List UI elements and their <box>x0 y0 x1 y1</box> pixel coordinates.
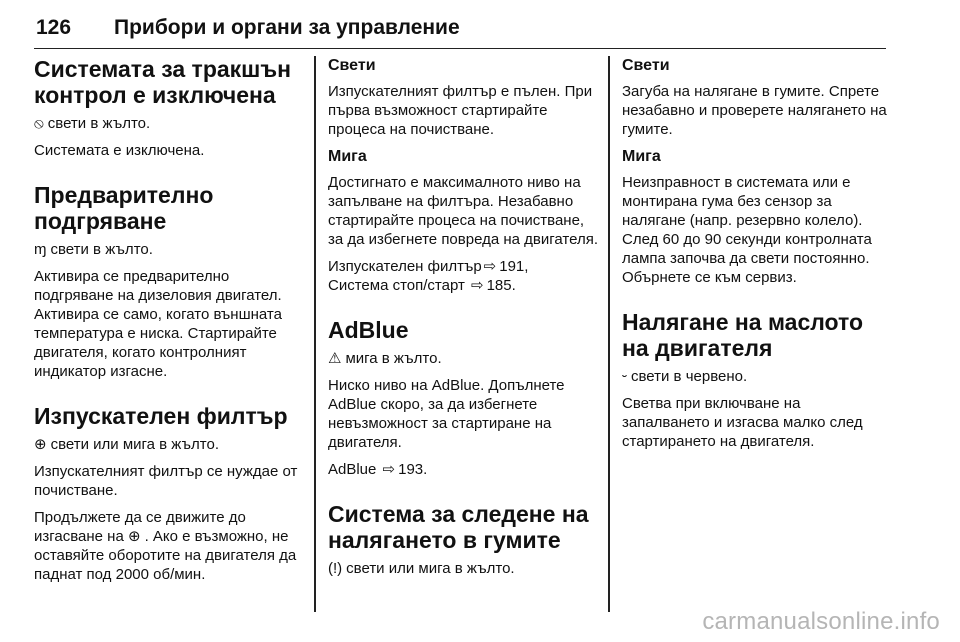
indicator-text: мига в жълто. <box>345 350 442 367</box>
paragraph: Ниско ниво на AdBlue. Допълнете AdBlue скоро, за да избегнете невъзможност за стартиране на двигателя. <box>328 377 565 451</box>
column-divider <box>314 56 316 612</box>
subheading-blinks: Мига <box>622 148 661 165</box>
page-link[interactable]: 191, <box>499 258 529 275</box>
section-title-exhaust-filter: Изпускателен филтър <box>34 403 288 429</box>
adblue-icon: ⚠ <box>328 350 342 367</box>
cross-reference: AdBlue ⇨ 193. <box>328 461 428 478</box>
indicator-line <box>34 114 304 133</box>
watermark: carmanualsonline.info <box>702 608 940 635</box>
page-reference-icon: ⇨ <box>471 277 484 294</box>
page-reference-icon: ⇨ <box>382 461 396 478</box>
section-title-tire-pressure: Система за следене на налягането в гумите <box>328 501 589 553</box>
indicator-line <box>328 559 598 578</box>
exhaust-filter-icon: ⊕ <box>34 436 47 453</box>
paragraph: Системата е изключена. <box>34 142 205 159</box>
indicator-text: свети в жълто. <box>50 241 153 258</box>
running-title: Прибори и органи за управление <box>114 16 460 39</box>
section-title-oil-pressure: Налягане на маслото на двигателя <box>622 309 864 361</box>
page-header <box>34 14 886 49</box>
page-link[interactable]: 185. <box>486 277 516 294</box>
indicator-line <box>34 240 304 259</box>
glow-plug-icon: ɱ <box>34 241 47 258</box>
paragraph: Продължете да се движите до изгасване на ⊕ . Ако е възможно, не оставяйте оборотите на двигателя да паднат под 2000 об/мин. <box>34 509 297 583</box>
column-1 <box>34 56 304 612</box>
paragraph: Загуба на налягане в гумите. Спрете незабавно и проверете налягането на гумите. <box>622 83 887 138</box>
indicator-text: свети или мига в жълто. <box>50 436 219 453</box>
cross-reference: Изпускателен филтър ⇨ 191, Система стоп/старт ⇨ 185. <box>328 258 529 294</box>
page-reference-icon: ⇨ <box>483 258 497 275</box>
tire-pressure-icon: (!) <box>328 560 343 577</box>
indicator-text: свети или мига в жълто. <box>346 560 515 577</box>
subheading-lights: Свети <box>622 57 670 74</box>
paragraph: Изпускателният филтър се нуждае от почистване. <box>34 463 298 499</box>
column-3 <box>622 56 892 612</box>
indicator-text: свети в жълто. <box>47 115 151 132</box>
section-title-preheating: Предварително подгряване <box>34 182 214 234</box>
oil-can-icon: ⏑ <box>622 368 627 385</box>
paragraph: Неизправност в системата или е монтирана гума без сензор за налягане (напр. резервно колело). След 60 до 90 секунди контролната лампа започва да свети постоянно. Обърнете се към сервиз. <box>622 174 872 286</box>
paragraph: Достигнато е максималното ниво на запълване на филтъра. Незабавно стартирайте процеса на почистване, за да избегнете повреда на двигателя. <box>328 174 598 248</box>
paragraph: Светва при включване на запалването и изгасва малко след стартирането на двигателя. <box>622 395 863 450</box>
page-link[interactable]: 193. <box>398 461 428 478</box>
paragraph: Изпускателният филтър е пълен. При първа възможност стартирайте процеса на почистване. <box>328 83 593 138</box>
subheading-blinks: Мига <box>328 148 367 165</box>
subheading-lights: Свети <box>328 57 376 74</box>
indicator-text: свети в червено. <box>631 368 748 385</box>
traction-off-icon: ⦸ <box>34 115 44 132</box>
section-title-traction-control: Системата за тракшън контрол е изключена <box>34 56 291 108</box>
exhaust-filter-icon: ⊕ <box>127 528 141 545</box>
indicator-line <box>34 435 304 454</box>
column-divider <box>608 56 610 612</box>
indicator-line <box>328 349 598 368</box>
column-2 <box>328 56 598 612</box>
indicator-line <box>622 367 892 386</box>
paragraph: Активира се предварително подгряване на дизеловия двигател. Активира се само, когато външната температура е ниска. Стартирайте двигателя, когато контролният индикатор изгасне. <box>34 268 282 380</box>
section-title-adblue: AdBlue <box>328 317 409 343</box>
page-number: 126 <box>36 16 72 39</box>
